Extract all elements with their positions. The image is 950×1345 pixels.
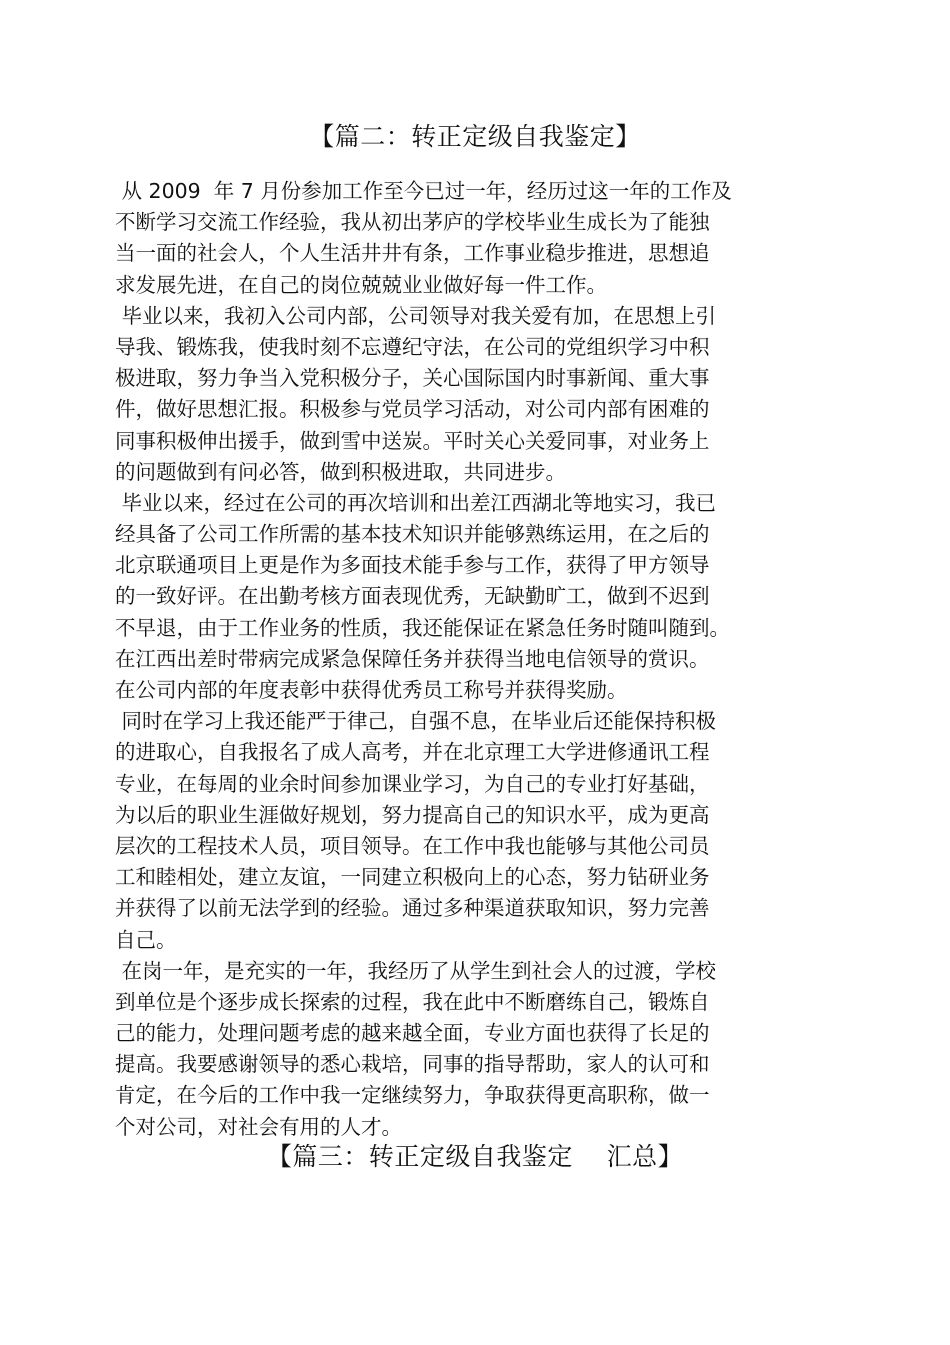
text-line: 不早退，由于工作业务的性质，我还能保证在紧急任务时随叫随到。 <box>115 615 730 640</box>
text-line: 毕业以来，我初入公司内部，公司领导对我关爱有加，在思想上引 <box>115 303 717 328</box>
text-line: 提高。我要感谢领导的悉心栽培，同事的指导帮助，家人的认可和 <box>115 1052 710 1077</box>
text-line: 在岗一年，是充实的一年，我经历了从学生到社会人的过渡，学校 <box>115 958 717 983</box>
section-heading-3: 【篇三：转正定级自我鉴定 汇总】 <box>266 1142 684 1171</box>
text-line: 工和睦相处，建立友谊，一同建立积极向上的心态，努力钻研业务 <box>115 865 710 890</box>
text-line: 极进取，努力争当入党积极分子，关心国际国内时事新闻、重大事 <box>115 366 710 391</box>
text-line: 北京联通项目上更是作为多面技术能手参与工作，获得了甲方领导 <box>115 553 710 578</box>
text-line: 件，做好思想汇报。积极参与党员学习活动，对公司内部有困难的 <box>115 397 710 422</box>
text-line: 个对公司，对社会有用的人才。 <box>115 1114 402 1139</box>
body-text <box>115 176 775 1143</box>
text-line: 在公司内部的年度表彰中获得优秀员工称号并获得奖励。 <box>115 678 628 702</box>
text-line: 从 2009 年 7 月份参加工作至今已过一年，经历过这一年的工作及 <box>115 179 732 203</box>
text-line: 己的能力，处理问题考虑的越来越全面，专业方面也获得了长足的 <box>115 1021 710 1046</box>
text-line: 肯定，在今后的工作中我一定继续努力，争取获得更高职称，做一 <box>115 1083 710 1108</box>
text-line: 专业，在每周的业余时间参加课业学习，为自己的专业打好基础， <box>115 771 710 796</box>
text-line: 同事积极伸出援手，做到雪中送炭。平时关心关爱同事，对业务上 <box>115 428 710 453</box>
section-heading-2: 【篇二：转正定级自我鉴定】 <box>309 122 641 151</box>
text-line: 在江西出差时带病完成紧急保障任务并获得当地电信领导的赏识。 <box>115 646 710 671</box>
text-line: 求发展先进，在自己的岗位兢兢业业做好每一件工作。 <box>115 272 607 297</box>
text-line: 导我、锻炼我，使我时刻不忘遵纪守法，在公司的党组织学习中积 <box>115 334 710 359</box>
text-line: 经具备了公司工作所需的基本技术知识并能够熟练运用，在之后的 <box>115 522 710 547</box>
text-line: 的进取心，自我报名了成人高考，并在北京理工大学进修通讯工程 <box>115 740 710 765</box>
text-line: 并获得了以前无法学到的经验。通过多种渠道获取知识，努力完善 <box>115 896 710 921</box>
text-line: 毕业以来，经过在公司的再次培训和出差江西湖北等地实习，我已 <box>115 490 717 515</box>
text-line: 自己。 <box>115 927 177 952</box>
text-line: 当一面的社会人，个人生活井井有条，工作事业稳步推进，思想追 <box>115 241 710 266</box>
text-line: 到单位是个逐步成长探索的过程，我在此中不断磨练自己，锻炼自 <box>115 989 710 1014</box>
text-line: 同时在学习上我还能严于律己，自强不息，在毕业后还能保持积极 <box>115 709 717 734</box>
text-line: 层次的工程技术人员，项目领导。在工作中我也能够与其他公司员 <box>115 833 710 858</box>
text-line: 为以后的职业生涯做好规划，努力提高自己的知识水平，成为更高 <box>115 802 710 827</box>
text-line: 的一致好评。在出勤考核方面表现优秀，无缺勤旷工，做到不迟到 <box>115 584 710 609</box>
text-line: 的问题做到有问必答，做到积极进取，共同进步。 <box>115 459 566 484</box>
text-line: 不断学习交流工作经验，我从初出茅庐的学校毕业生成长为了能独 <box>115 210 710 235</box>
